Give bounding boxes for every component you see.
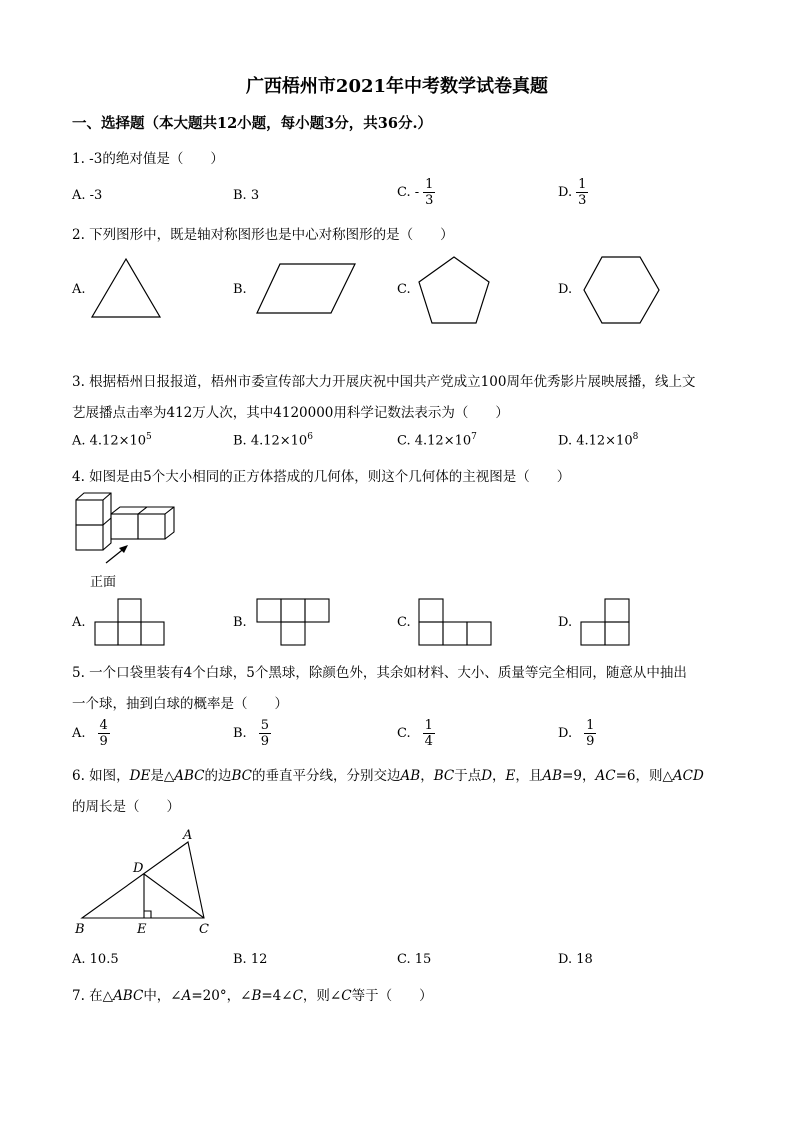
q5-d-numerator: 1 — [586, 718, 595, 733]
question-3-line-2: 艺展播点击率为412万人次，其中4120000用科学记数法表示为（ ） — [72, 405, 509, 421]
q7-t5: ，则∠ — [302, 988, 342, 1004]
q1-option-c — [397, 177, 435, 208]
q4-option-c: C. — [397, 615, 411, 630]
q3-c-exponent: 7 — [471, 432, 477, 442]
q1-option-c-prefix: C. - — [397, 185, 420, 200]
q2-option-c: C. — [397, 282, 411, 297]
question-6-line-2: 的周长是（ ） — [72, 799, 180, 815]
q5-d-prefix: D. — [558, 726, 573, 741]
q1-option-b: B. 3 — [233, 188, 260, 203]
q1-option-a: A. -3 — [72, 188, 103, 203]
q3-option-a — [72, 432, 152, 448]
q4-option-a: A. — [72, 615, 86, 630]
q5-d-fraction — [584, 718, 596, 749]
q3-option-c — [397, 432, 477, 448]
q4-b-view-figure — [256, 598, 330, 648]
q7-B: B — [251, 988, 262, 1004]
hexagon-figure — [582, 255, 662, 325]
q2-option-d: D. — [558, 282, 573, 297]
page-title: 广西梧州市2021年中考数学试卷真题 — [245, 76, 549, 97]
q6-ACD: ACD — [672, 768, 704, 784]
q6-t1: 6. 如图， — [72, 768, 130, 784]
label-E: E — [137, 922, 147, 937]
q5-c-prefix: C. — [397, 726, 411, 741]
q2-option-a: A. — [72, 282, 86, 297]
q3-d-exponent: 8 — [632, 432, 639, 442]
q6-option-a: A. 10.5 — [72, 952, 119, 967]
q7-t2: 中，∠ — [143, 988, 182, 1004]
q5-d-denominator: 9 — [586, 734, 595, 749]
question-7-text — [72, 984, 433, 1004]
q4-option-d: D. — [558, 615, 573, 630]
q1-option-d — [558, 177, 588, 208]
q5-b-numerator: 5 — [260, 718, 269, 733]
q6-AB2: AB — [542, 768, 563, 784]
q6-AC: AC — [595, 768, 616, 784]
q7-t3: =20°，∠ — [191, 988, 252, 1004]
question-4-text: 4. 如图是由5个大小相同的正方体搭成的几何体，则这个几何体的主视图是（ ） — [72, 469, 571, 485]
q7-t6: 等于（ ） — [351, 988, 433, 1004]
label-A: A — [183, 828, 193, 843]
question-3-line-1: 3. 根据梧州日报报道，梧州市委宣传部大力开展庆祝中国共产党成立100周年优秀影片展映展播，线上文 — [72, 374, 696, 390]
q3-option-b — [233, 432, 313, 448]
q6-BC2: BC — [433, 768, 455, 784]
parallelogram-figure — [255, 262, 359, 316]
q5-c-denominator: 4 — [424, 734, 433, 749]
q5-b-denominator: 9 — [260, 734, 269, 749]
label-D: D — [133, 861, 144, 876]
q6-t5: 于点 — [454, 768, 482, 784]
question-6-line-1 — [72, 764, 704, 784]
q1-option-d-fraction — [576, 177, 588, 208]
q6-D: D — [481, 768, 493, 784]
q6-option-d: D. 18 — [558, 952, 593, 967]
q2-option-b: B. — [233, 282, 247, 297]
q6-t2: 是△ — [150, 768, 175, 784]
q5-option-b — [233, 718, 271, 749]
q3-c-base: C. 4.12×10 — [397, 433, 472, 449]
q1-option-d-prefix: D. — [558, 185, 573, 200]
q7-C: C — [292, 988, 303, 1004]
q6-DE: DE — [129, 768, 151, 784]
q6-option-b: B. 12 — [233, 952, 268, 967]
q6-t6: ，且 — [515, 768, 543, 784]
q1-option-c-fraction — [423, 177, 435, 208]
q3-a-exponent: 5 — [146, 432, 152, 442]
q6-eq2: =6，则△ — [615, 768, 673, 784]
q3-a-base: A. 4.12×10 — [72, 433, 147, 449]
q5-c-numerator: 1 — [424, 718, 433, 733]
q6-E: E — [505, 768, 516, 784]
pentagon-figure — [416, 255, 492, 327]
q4-option-b: B. — [233, 615, 247, 630]
cube-stack-figure — [74, 492, 182, 562]
q6-comma2: ， — [492, 768, 506, 784]
q5-a-prefix: A. — [72, 726, 86, 741]
q7-C2: C — [341, 988, 352, 1004]
triangle-abc-figure — [70, 826, 220, 938]
front-view-label: 正面 — [90, 575, 117, 590]
question-5-line-1: 5. 一个口袋里装有4个白球，5个黑球，除颜色外，其余如材料、大小、质量等完全相同，随意从中抽出 — [72, 665, 687, 681]
q5-b-fraction — [259, 718, 271, 749]
triangle-figure — [90, 257, 162, 319]
q3-b-exponent: 6 — [307, 432, 313, 442]
q7-A: A — [181, 988, 192, 1004]
q6-AB: AB — [400, 768, 421, 784]
question-5-line-2: 一个球，抽到白球的概率是（ ） — [72, 696, 288, 712]
q5-a-numerator: 4 — [99, 718, 108, 733]
q6-option-c: C. 15 — [397, 952, 432, 967]
q4-a-view-figure — [94, 598, 166, 648]
q5-a-denominator: 9 — [99, 734, 108, 749]
q5-option-d — [558, 718, 596, 749]
q4-d-view-figure — [580, 598, 632, 648]
question-1-text: 1. -3的绝对值是（ ） — [72, 151, 224, 167]
q6-ABC: ABC — [174, 768, 205, 784]
q3-d-base: D. 4.12×10 — [558, 433, 633, 449]
q7-t1: 7. 在△ — [72, 988, 114, 1004]
q5-option-a — [72, 718, 110, 749]
q1-c-numerator: 1 — [425, 177, 434, 192]
q6-BC: BC — [231, 768, 253, 784]
q6-comma: ， — [420, 768, 434, 784]
q4-c-view-figure — [418, 598, 492, 648]
q6-eq1: =9， — [562, 768, 596, 784]
q5-a-fraction — [98, 718, 110, 749]
q3-b-base: B. 4.12×10 — [233, 433, 308, 449]
label-C: C — [199, 922, 209, 937]
q3-option-d — [558, 432, 638, 448]
q6-t4: 的垂直平分线，分别交边 — [252, 768, 401, 784]
q7-ABC: ABC — [113, 988, 144, 1004]
section-heading: 一、选择题（本大题共12小题，每小题3分，共36分.） — [72, 115, 432, 132]
q1-c-denominator: 3 — [425, 193, 434, 208]
q5-c-fraction — [423, 718, 435, 749]
q5-option-c — [397, 718, 435, 749]
question-2-text: 2. 下列图形中，既是轴对称图形也是中心对称图形的是（ ） — [72, 227, 454, 243]
q7-t4: =4∠ — [261, 988, 293, 1004]
label-B: B — [75, 922, 85, 937]
q1-d-denominator: 3 — [578, 193, 587, 208]
q6-t3: 的边 — [204, 768, 232, 784]
q5-b-prefix: B. — [233, 726, 247, 741]
q1-d-numerator: 1 — [578, 177, 587, 192]
